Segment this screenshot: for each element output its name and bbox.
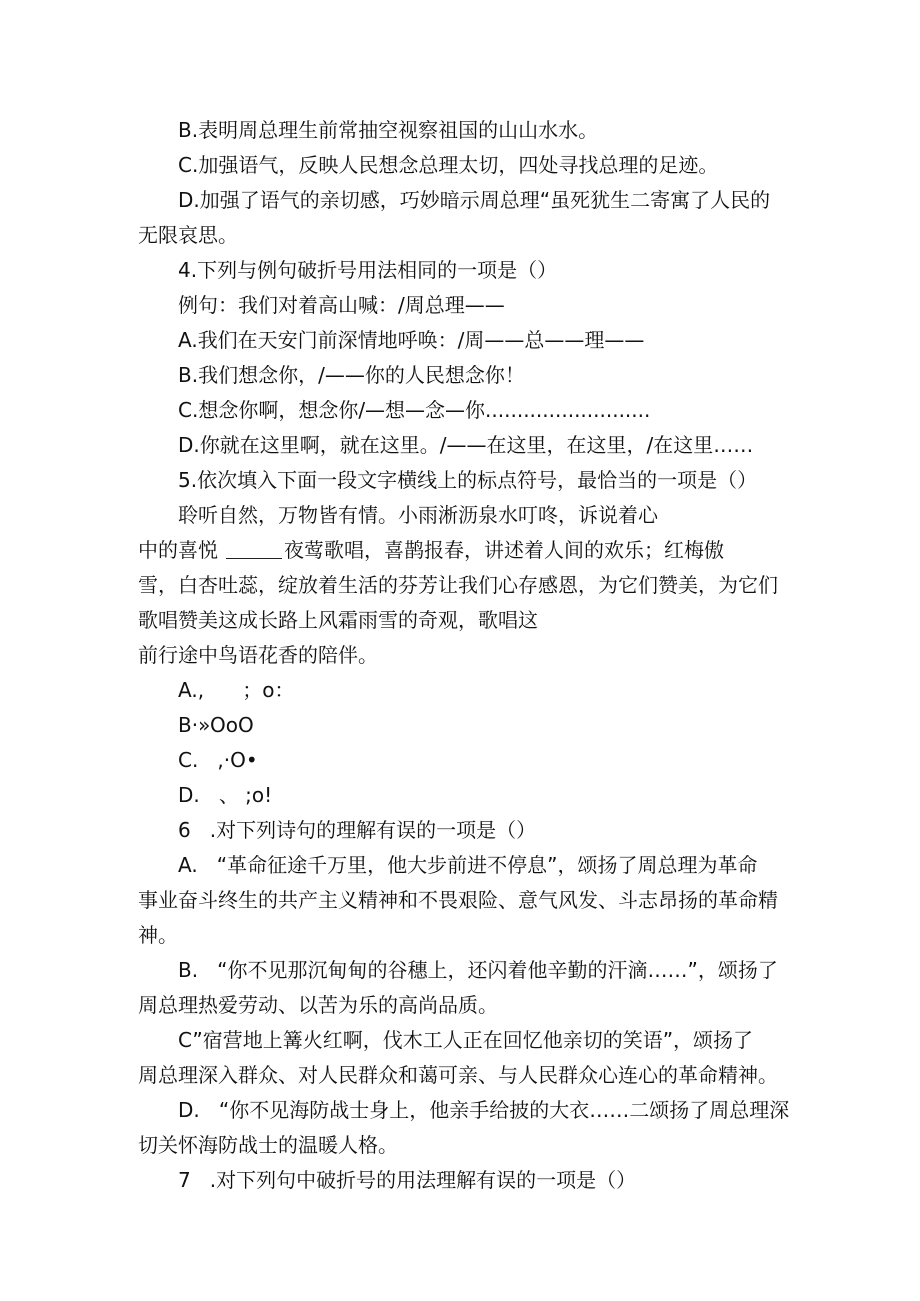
- question-6: 6 .对下列诗句的理解有误的一项是（）: [178, 818, 537, 842]
- q4-option-c: C.想念你啊，想念你/—想—念—你..........................: [178, 398, 651, 422]
- q6-option-d: D. “你不见海防战士身上，他亲手给披的大衣……二颂扬了周总理深: [178, 1098, 790, 1122]
- q6-option-a: A. “革命征途千万里，他大步前进不停息”，颂扬了周总理为革命: [178, 853, 758, 877]
- q4-option-b: B.我们想念你，/——你的人民想念你！: [178, 363, 525, 387]
- option-d-continuation: 无限哀思。: [138, 223, 238, 247]
- q6-option-c: C”宿营地上篝火红啊，伐木工人正在回忆他亲切的笑语”，颂扬了: [178, 1028, 754, 1052]
- q5-option-d: D. 、 ;o!: [178, 783, 273, 807]
- passage-line-2: [138, 536, 724, 564]
- q6-option-d-line-2: 切关怀海防战士的温暖人格。: [138, 1133, 398, 1157]
- q6-option-b: B. “你不见那沉甸甸的谷穗上，还闪着他辛勤的汗滴……”，颂扬了: [178, 958, 778, 982]
- passage-line-5: 前行途中鸟语花香的陪伴。: [138, 643, 378, 667]
- q4-option-a: A.我们在天安门前深情地呼唤：/周——总——理——: [178, 328, 645, 352]
- option-c-text: C.加强语气，反映人民想念总理太切，四处寻找总理的足迹。: [178, 153, 719, 177]
- passage-line-2-start: 中的喜悦: [138, 538, 218, 562]
- q6-option-a-line-3: 神。: [138, 923, 178, 947]
- option-d-text: D.加强了语气的亲切感，巧妙暗示周总理“虽死犹生二寄寓了人民的: [178, 188, 771, 212]
- passage-line-1: 聆听自然，万物皆有情。小雨淅沥泉水叮咚，诉说着心: [178, 503, 658, 527]
- q5-option-c: C. ,·O•: [178, 748, 258, 772]
- example-sentence: 例句：我们对着高山喊：/周总理——: [178, 293, 505, 317]
- q5-option-b: B·»OoO: [178, 713, 254, 737]
- question-4: 4.下列与例句破折号用法相同的一项是（）: [178, 258, 558, 282]
- question-5: 5.依次填入下面一段文字横线上的标点符号，最恰当的一项是（）: [178, 468, 758, 492]
- q6-option-a-line-2: 事业奋斗终生的共产主义精神和不畏艰险、意气风发、斗志昂扬的革命精: [138, 888, 778, 912]
- fill-blank-line: [226, 538, 282, 559]
- q6-option-c-line-2: 周总理深入群众、对人民群众和蔼可亲、与人民群众心连心的革命精神。: [138, 1063, 778, 1087]
- q6-option-b-line-2: 周总理热爱劳动、以苦为乐的高尚品质。: [138, 993, 498, 1017]
- passage-line-4: 歌唱赞美这成长路上风霜雨雪的奇观，歌唱这: [138, 608, 538, 632]
- q4-option-d: D.你就在这里啊，就在这里。/——在这里，在这里，/在这里……: [178, 433, 754, 457]
- question-7: 7 .对下列句中破折号的用法理解有误的一项是（）: [178, 1168, 637, 1192]
- option-b-text: B.表明周总理生前常抽空视察祖国的山山水水。: [178, 118, 599, 142]
- passage-line-3: 雪，白杏吐蕊，绽放着生活的芬芳让我们心存感恩，为它们赞美，为它们: [138, 573, 778, 597]
- passage-line-2-end: 夜莺歌唱，喜鹊报春，讲述着人间的欢乐；红梅傲: [284, 538, 724, 562]
- q5-option-a: A., ；o：: [178, 678, 295, 702]
